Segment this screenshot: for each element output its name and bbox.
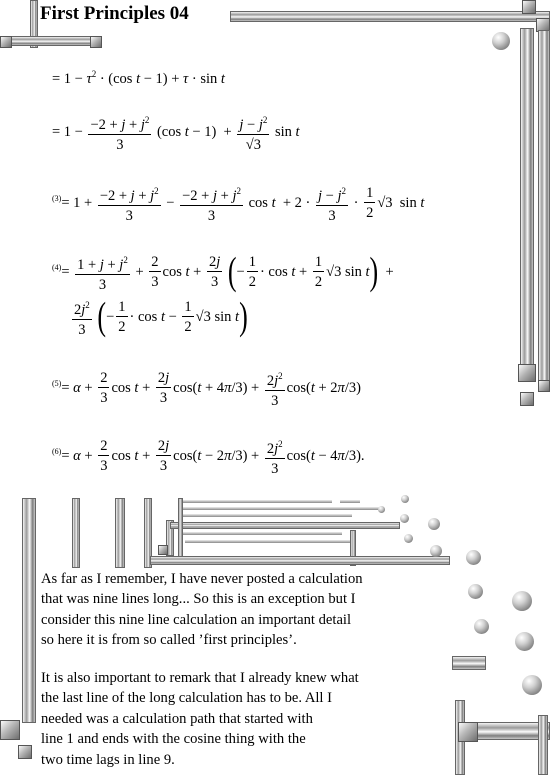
text-line: the last line of the long calculation has to be. All I [41,690,332,707]
frame-bar [22,498,36,723]
frame-bar [182,500,332,503]
frame-bar [182,514,352,517]
frame-ball [468,584,483,599]
frame-block [538,380,550,392]
equation-line-2: = 1 − $\frac{-2 + j + j^2}{3}$ (cos t − 1) + $\frac{j - j^2}{√3}$ sin t [52,112,300,153]
frame-bar [72,498,80,568]
equation-text-source [0,0,1,1]
frame-bar [230,11,550,22]
frame-ball [404,534,413,543]
frame-block [520,392,534,406]
text-line: that was nine lines long... So this is an exception but I [41,591,356,608]
equation-line-1: = $1 - \tau^2 \cdot (\cos$ t − 1) + τ · sin t [52,69,225,87]
text-line: two time lags in line 9. [41,751,175,768]
text-line: needed was a calculation path that started with [41,710,313,727]
frame-ball [378,506,385,513]
equation-line-6: $^{(6)}$= α + $\frac{2}{3}$ cos t + $\frac{2j}{3}$ cos(t − 2π/3) + $\frac{2j^2}{3}$ cos(t − 4π/3). [52,436,365,477]
frame-ball [430,545,442,557]
frame-bar [0,36,100,46]
frame-ball [512,591,532,611]
frame-bar [178,498,183,558]
text-line: line 1 and ends with the cosine thing with the [41,731,306,748]
frame-bar [150,556,450,565]
text-line: As far as I remember, I have never posted a calculation [41,571,363,587]
frame-bar [538,30,550,390]
frame-ball [474,619,489,634]
frame-ball [492,32,510,50]
equation-line-5: $^{(5)}$= α + $\frac{2}{3}$ cos t + $\frac{2j}{3}$ cos(t + 4π/3) + $\frac{2j^2}{3}$ cos(t + 2π/3) [52,368,361,409]
frame-ball [522,675,542,695]
frame-bar [182,532,342,535]
paragraph-2 [41,668,359,770]
paragraph-1 [41,569,363,651]
frame-block [158,545,168,555]
frame-ball [515,632,534,651]
frame-block [18,745,32,759]
frame-block [458,722,478,742]
frame-ball [401,495,409,503]
equation-line-4-cont: $\frac{2j^2}{3}$ (− $\frac{1}{2}$ · cos t − $\frac{1}{2}$ √3 sin t) [74,294,248,339]
page-title: First Principles 04 [40,3,189,24]
frame-block [0,720,20,740]
frame-ball [466,550,481,565]
frame-bar [170,522,400,529]
frame-bar [520,28,534,380]
frame-block [518,364,536,382]
equation-text [0,0,1,1]
frame-block [522,0,536,14]
equation-line-3: $^{(3)}$= 1 + $\frac{-2 + j + j^2}{3}$ − $\frac{-2 + j + j^2}{3}$ cos t + 2 · $\frac{j - j^2}{3}$ · $\frac{1}{2}$ √3 sin t [52,183,424,224]
frame-bar [185,540,355,543]
text-line: consider this nine line calculation an important detail [41,611,352,628]
frame-ball [428,518,440,530]
frame-bar [538,715,548,775]
frame-ball [400,514,409,523]
frame-bar [115,498,125,568]
text-line: so here it is from so called ’first principles’. [41,632,297,649]
frame-block [90,36,102,48]
frame-bar [340,500,360,503]
frame-block [0,36,12,48]
equation-line-4: $^{(4)}$= $\frac{1 + j + j^2}{3}$ + $\frac{2}{3}$ cos t + $\frac{2j}{3}$ (− $\frac{1}{2}$ · cos t + $\frac{1}{2}$ √3 sin t) + [52,249,394,294]
text-line: It is also important to remark that I already knew what [41,670,359,686]
frame-bar [182,507,382,510]
frame-bar [452,656,486,670]
